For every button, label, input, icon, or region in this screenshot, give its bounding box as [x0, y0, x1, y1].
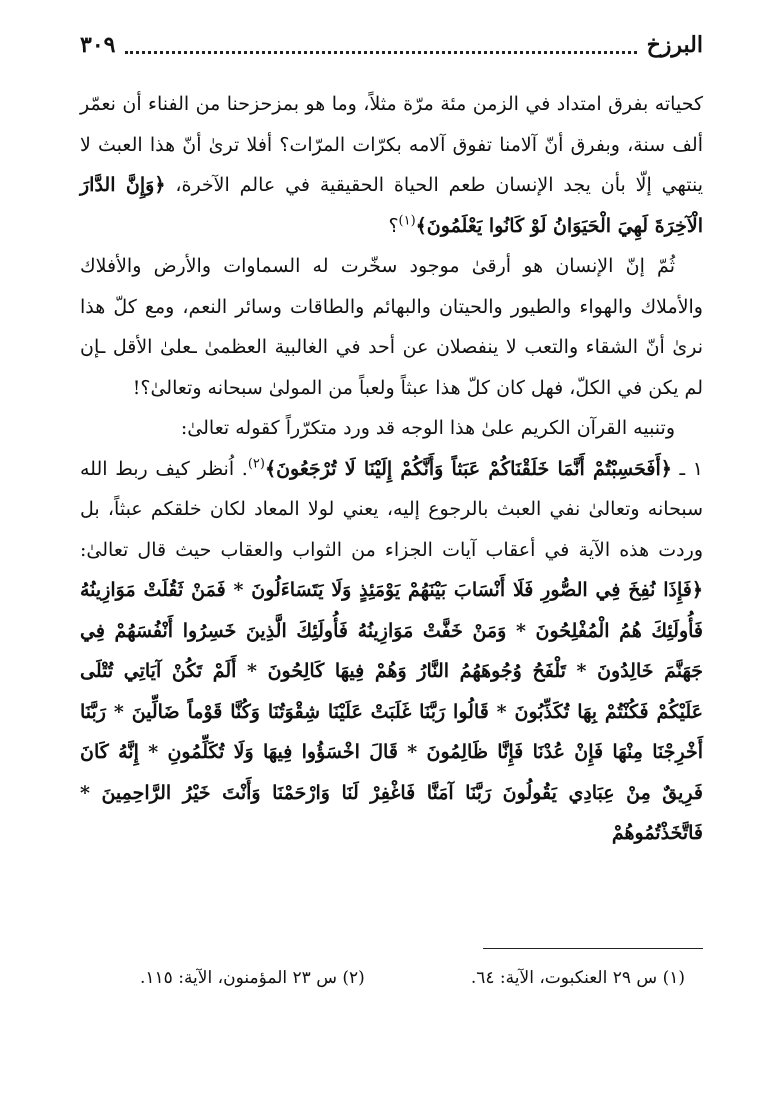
paragraph-4-text: . اُنظر كيف ربط الله سبحانه وتعالىٰ نفي العبث بالرجوع إليه، يعني لولا المعاد لكان خلقكم عبثاً، بل وردت هذه الآية في أعقاب آيات الجزاء من الثواب والعقاب حيث قال تعالىٰ: — [80, 457, 703, 561]
item-number: ١ ـ — [671, 457, 703, 480]
footnote-divider — [483, 948, 703, 949]
page-header — [80, 28, 703, 62]
paragraph-1-text: كحياته بفرق امتداد في الزمن مئة مرّة مثلاً، وما هو بمزحزحنا من الفناء أن نعمّر ألف سنة، وبفرق أنّ آلامنا تفوق آلامه بكرّات المرّات؟ أفلا ترىٰ أنّ هذا العبث لا ينتهي إلّا بأن يجد الإنسان طعم الحياة الحقيقية في عالم الآخرة، — [80, 93, 703, 196]
footnotes — [140, 968, 685, 988]
footnote-ref-2: (٢) — [247, 456, 265, 472]
running-title: البرزخ — [646, 32, 703, 58]
footnote-1: (١) س ٢٩ العنكبوت، الآية: ٦٤. — [470, 968, 685, 988]
footnote-ref-1: (١) — [398, 213, 416, 229]
paragraph-2: ثُمّ إنّ الإنسان هو أرقىٰ موجود سخّرت له السماوات والأرض والأفلاك والأملاك والهواء والطيور والحيتان والبهائم والطاقات وسائر النعم، ومع كلّ هذا نرىٰ أنّ الشقاء والتعب لا ينفصلان عن أحد في الغالبية العظمىٰ ـعلىٰ الأقل ـإن لم يكن في الكلّ، فهل كان كلّ هذا عبثاً ولعباً من المولىٰ سبحانه وتعالىٰ؟! — [80, 255, 703, 399]
paragraph-1-end: ؟ — [388, 214, 399, 237]
paragraph-4 — [80, 449, 703, 854]
main-text — [80, 84, 703, 854]
page-number: ٣٠٩ — [80, 32, 116, 58]
leader-dots — [125, 37, 636, 54]
quran-verses-muminun-101-110: ﴿فَإِذَا نُفِخَ فِي الصُّورِ فَلَا أَنْسَابَ بَيْنَهُمْ يَوْمَئِذٍ وَلَا يَتَسَاءَلُونَ * فَمَنْ ثَقُلَتْ مَوَازِينُهُ فَأُولَئِكَ هُمُ الْمُفْلِحُونَ * وَمَنْ خَفَّتْ مَوَازِينُهُ فَأُولَئِكَ الَّذِينَ خَسِرُوا أَنْفُسَهُمْ فِي جَهَنَّمَ خَالِدُونَ * تَلْفَحُ وُجُوهَهُمُ النَّارُ وَهُمْ فِيهَا كَالِحُونَ * أَلَمْ تَكُنْ آيَاتِي تُتْلَى عَلَيْكُمْ فَكُنْتُمْ بِهَا تُكَذِّبُونَ * قَالُوا رَبَّنَا غَلَبَتْ عَلَيْنَا شِقْوَتُنَا وَكُنَّا قَوْماً ضَالِّينَ * رَبَّنَا أَخْرِجْنَا مِنْهَا فَإِنْ عُدْنَا فَإِنَّا ظَالِمُونَ * قَالَ اخْسَؤُوا فِيهَا وَلَا تُكَلِّمُونِ * إِنَّهُ كَانَ فَرِيقٌ مِنْ عِبَادِي يَقُولُونَ رَبَّنَا آمَنَّا فَاغْفِرْ لَنَا وَارْحَمْنَا وَأَنْتَ خَيْرُ الرَّاحِمِينَ * فَاتَّخَذْتُمُوهُمْ — [80, 579, 703, 844]
quran-verse-ankabut: ﴿وَإِنَّ الدَّارَ الْآخِرَةَ لَهِيَ الْحَيَوَانُ لَوْ كَانُوا يَعْلَمُونَ﴾ — [80, 174, 703, 237]
paragraph-1 — [80, 84, 703, 246]
paragraph-3: وتنبيه القرآن الكريم علىٰ هذا الوجه قد ورد متكرّراً كقوله تعالىٰ: — [180, 417, 675, 439]
quran-verse-muminun-115: ﴿أَفَحَسِبْتُمْ أَنَّمَا خَلَقْنَاكُمْ عَبَثاً وَأَنَّكُمْ إِلَيْنَا لَا تُرْجَعُونَ﴾ — [264, 457, 672, 480]
footnote-2: (٢) س ٢٣ المؤمنون، الآية: ١١٥. — [140, 968, 365, 988]
